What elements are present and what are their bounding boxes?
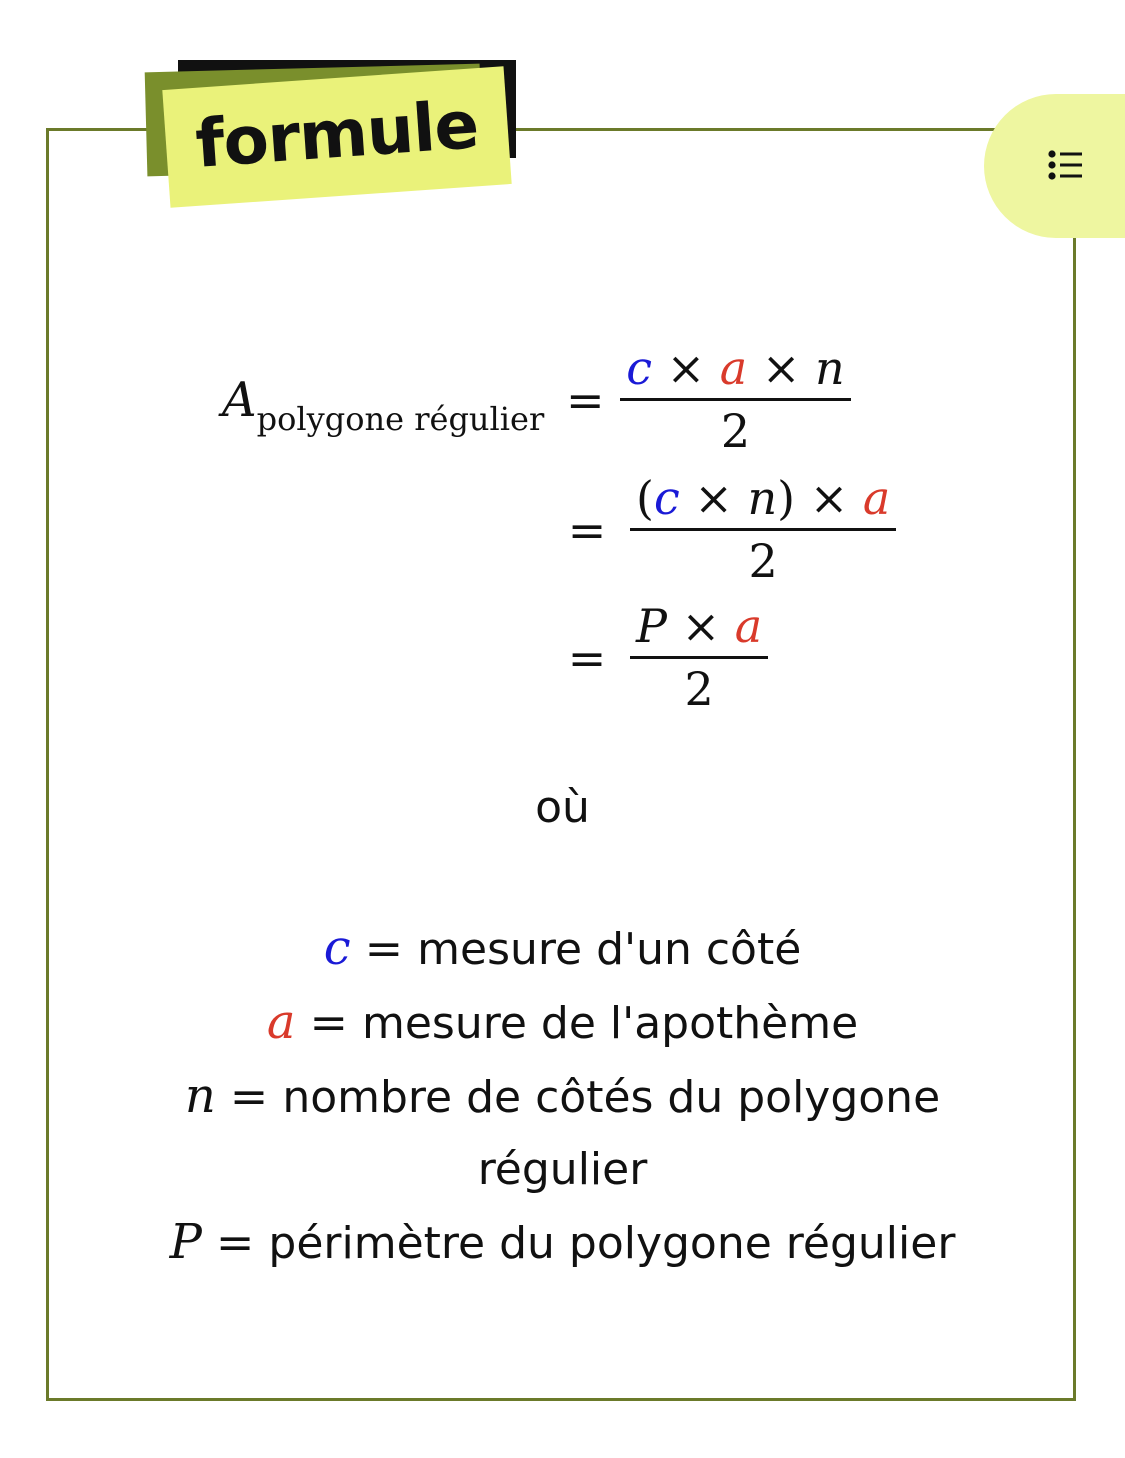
menu-button[interactable] <box>984 94 1125 238</box>
fraction-2 <box>630 468 896 591</box>
formula-row-3 <box>552 596 768 719</box>
legend-item-c: c = mesure d'un côté <box>323 920 802 976</box>
list-icon <box>1048 150 1082 180</box>
formula-row-2 <box>552 468 896 591</box>
equals-sign: = <box>567 502 607 557</box>
fraction-1 <box>620 338 850 461</box>
numerator-3: P × a <box>636 599 763 653</box>
legend-item-p: P = périmètre du polygone régulier <box>169 1214 956 1270</box>
denominator-2: 2 <box>748 534 778 588</box>
legend-item-a: a = mesure de l'apothème <box>266 994 859 1050</box>
formule-tag <box>140 56 530 206</box>
numerator-2: (c × n) × a <box>636 471 891 525</box>
tag-label: formule <box>193 85 481 183</box>
denominator-3: 2 <box>684 662 714 716</box>
equals-sign: = <box>565 372 605 427</box>
area-symbol: $A_{polygone régulier}$ <box>222 371 545 438</box>
denominator-1: 2 <box>720 404 751 458</box>
numerator-1: c × a × n <box>626 341 845 395</box>
legend <box>0 912 1125 1280</box>
legend-item-n-continuation: régulier <box>477 1144 648 1195</box>
tag-front <box>162 66 511 208</box>
formula-row-1 <box>222 338 851 461</box>
ou-text: où <box>535 782 590 833</box>
equals-sign: = <box>567 630 607 685</box>
legend-item-n: n = nombre de côtés du polygone <box>184 1068 941 1124</box>
fraction-3 <box>630 596 768 719</box>
